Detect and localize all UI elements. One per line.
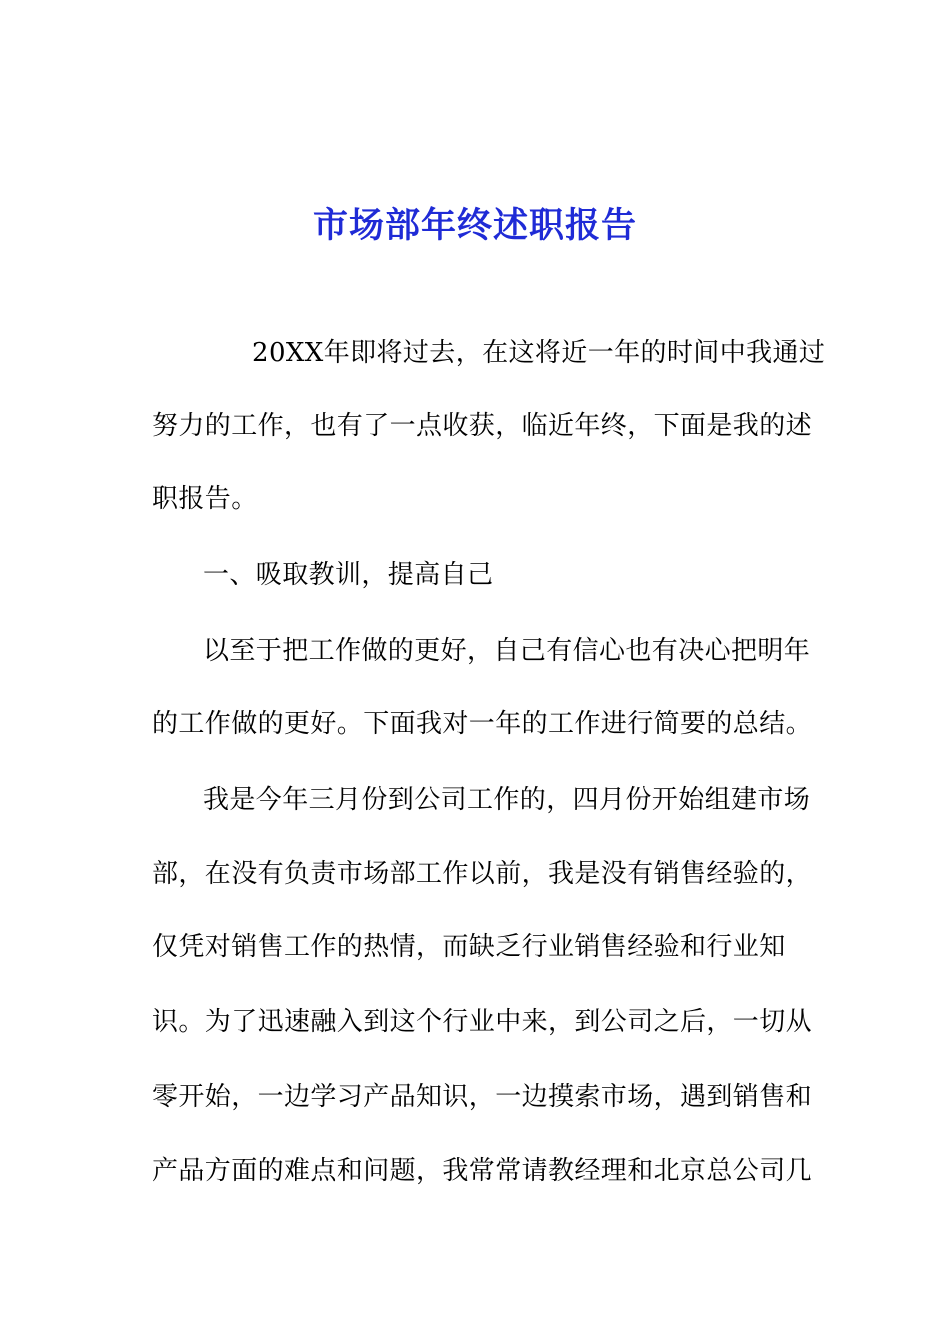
paragraph-line: 以至于把工作做的更好，自己有信心也有决心把明年 <box>203 636 811 666</box>
paragraph-line: 的工作做的更好。下面我对一年的工作进行简要的总结。 <box>152 709 813 739</box>
paragraph-line: 努力的工作，也有了一点收获，临近年终，下面是我的述 <box>152 411 813 441</box>
document-title: 市场部年终述职报告 <box>312 205 637 247</box>
paragraph-line: 零开始，一边学习产品知识，一边摸索市场，遇到销售和 <box>152 1082 813 1112</box>
paragraph-line: 职报告。 <box>152 484 258 514</box>
paragraph-line: 部，在没有负责市场部工作以前，我是没有销售经验的， <box>152 859 813 889</box>
paragraph-line: 我是今年三月份到公司工作的，四月份开始组建市场 <box>203 785 811 815</box>
paragraph-line: 20XX年即将过去，在这将近一年的时间中我通过 <box>252 338 826 368</box>
paragraph-line: 识。为了迅速融入到这个行业中来，到公司之后，一切从 <box>152 1007 813 1037</box>
section-heading: 一、吸取教训，提高自己 <box>203 560 494 590</box>
paragraph-line: 产品方面的难点和问题，我常常请教经理和北京总公司几 <box>152 1156 813 1186</box>
paragraph-line: 仅凭对销售工作的热情，而缺乏行业销售经验和行业知 <box>152 932 786 962</box>
